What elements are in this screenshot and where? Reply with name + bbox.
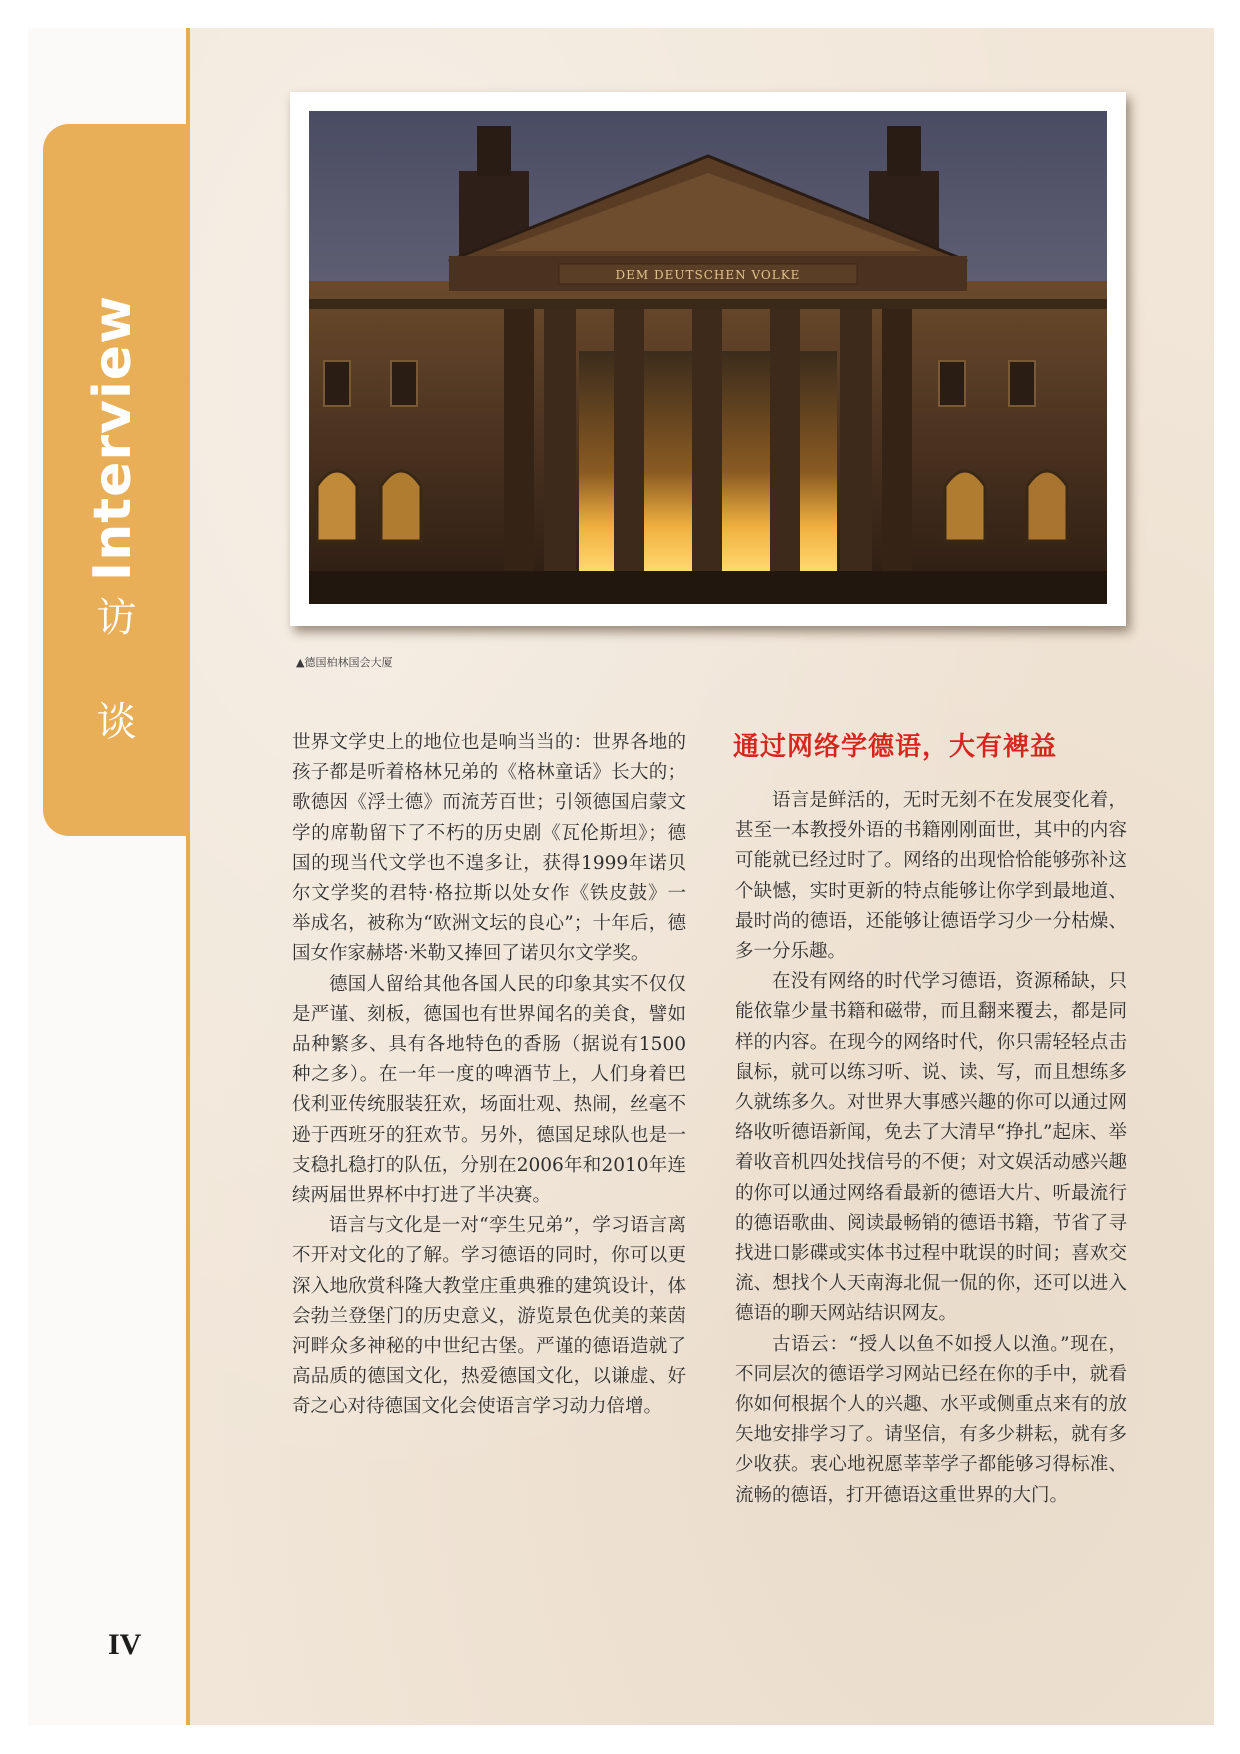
section-tab-char-1: 访	[96, 595, 137, 641]
paragraph: 语言是鲜活的，无时无刻不在发展变化着，甚至一本教授外语的书籍刚刚面世，其中的内容可能就已经过时了。网络的出现恰恰能够弥补这个缺憾，实时更新的特点能够让你学到最地道、最时尚的德语，还能够让德语学习少一分枯燥、多一分乐趣。	[735, 790, 1127, 963]
inscription-text: DEM DEUTSCHEN VOLKE	[615, 268, 801, 282]
paragraph: 语言与文化是一对“孪生兄弟”，学习语言离不开对文化的了解。学习德语的同时，你可以更深入地欣赏科隆大教堂庄重典雅的建筑设计，体会勃兰登堡门的历史意义，游览景色优美的莱茵河畔众多神秘的中世纪古堡。严谨的德语造就了高品质的德国文化，热爱德国文化，以谦虚、好奇之心对待德国文化会使语言学习动力倍增。	[292, 1215, 686, 1418]
paragraph: 在没有网络的时代学习德语，资源稀缺，只能依靠少量书籍和磁带，而且翻来覆去，都是同样的内容。在现今的网络时代，你只需轻轻点击鼠标，就可以练习听、说、读、写，而且想练多久就练多久。对世界大事感兴趣的你可以通过网络收听德语新闻，免去了大清早“挣扎”起床、举着收音机四处找信号的不便；对文娱活动感兴趣的你可以通过网络看最新的德语大片、听最流行的德语歌曲、阅读最畅销的德语书籍，节省了寻找进口影碟或实体书过程中耽误的时间；喜欢交流、想找个人天南海北侃一侃的你，还可以进入德语的聊天网站结识网友。	[735, 971, 1127, 1325]
paragraph: 德国人留给其他各国人民的印象其实不仅仅是严谨、刻板，德国也有世界闻名的美食，譬如品种繁多、具有各地特色的香肠（据说有1500种之多）。在一年一度的啤酒节上，人们身着巴伐利亚传统服装狂欢，场面壮观、热闹，丝毫不逊于西班牙的狂欢节。另外，德国足球队也是一支稳扎稳打的队伍，分别在2006年和2010年连续两届世界杯中打进了半决赛。	[292, 973, 686, 1207]
photo-caption: ▲德国柏林国会大厦	[296, 656, 393, 669]
section-tab-english-label: Interview	[83, 294, 144, 582]
reichstag-building-photo	[309, 111, 1107, 604]
paragraph: 世界文学史上的地位也是响当当的：世界各地的孩子都是听着格林兄弟的《格林童话》长大的；歌德因《浮士德》而流芳百世；引领德国启蒙文学的席勒留下了不朽的历史剧《瓦伦斯坦》；德国的现当代文学也不遑多让，获得1999年诺贝尔文学奖的君特·格拉斯以处女作《铁皮鼓》一举成名，被称为“欧洲文坛的良心”；十年后，德国女作家赫塔·米勒又捧回了诺贝尔文学奖。	[292, 732, 686, 965]
left-text-column	[292, 728, 686, 1423]
section-tab-english	[48, 294, 178, 582]
section-tab-char-2: 谈	[96, 699, 137, 745]
page-number: IV	[108, 1628, 142, 1661]
right-text-column	[735, 786, 1127, 1511]
paragraph: 古语云：“授人以鱼不如授人以渔。”现在，不同层次的德语学习网站已经在你的手中，就看你如何根据个人的兴趣、水平或侧重点来有的放矢地安排学习了。请坚信，有多少耕耘，就有多少收获。衷心地祝愿莘莘学子都能够习得标准、流畅的德语，打开德语这重世界的大门。	[735, 1333, 1127, 1506]
section-heading: 通过网络学德语，大有裨益	[733, 732, 1058, 762]
reichstag-photo-frame	[290, 92, 1126, 626]
